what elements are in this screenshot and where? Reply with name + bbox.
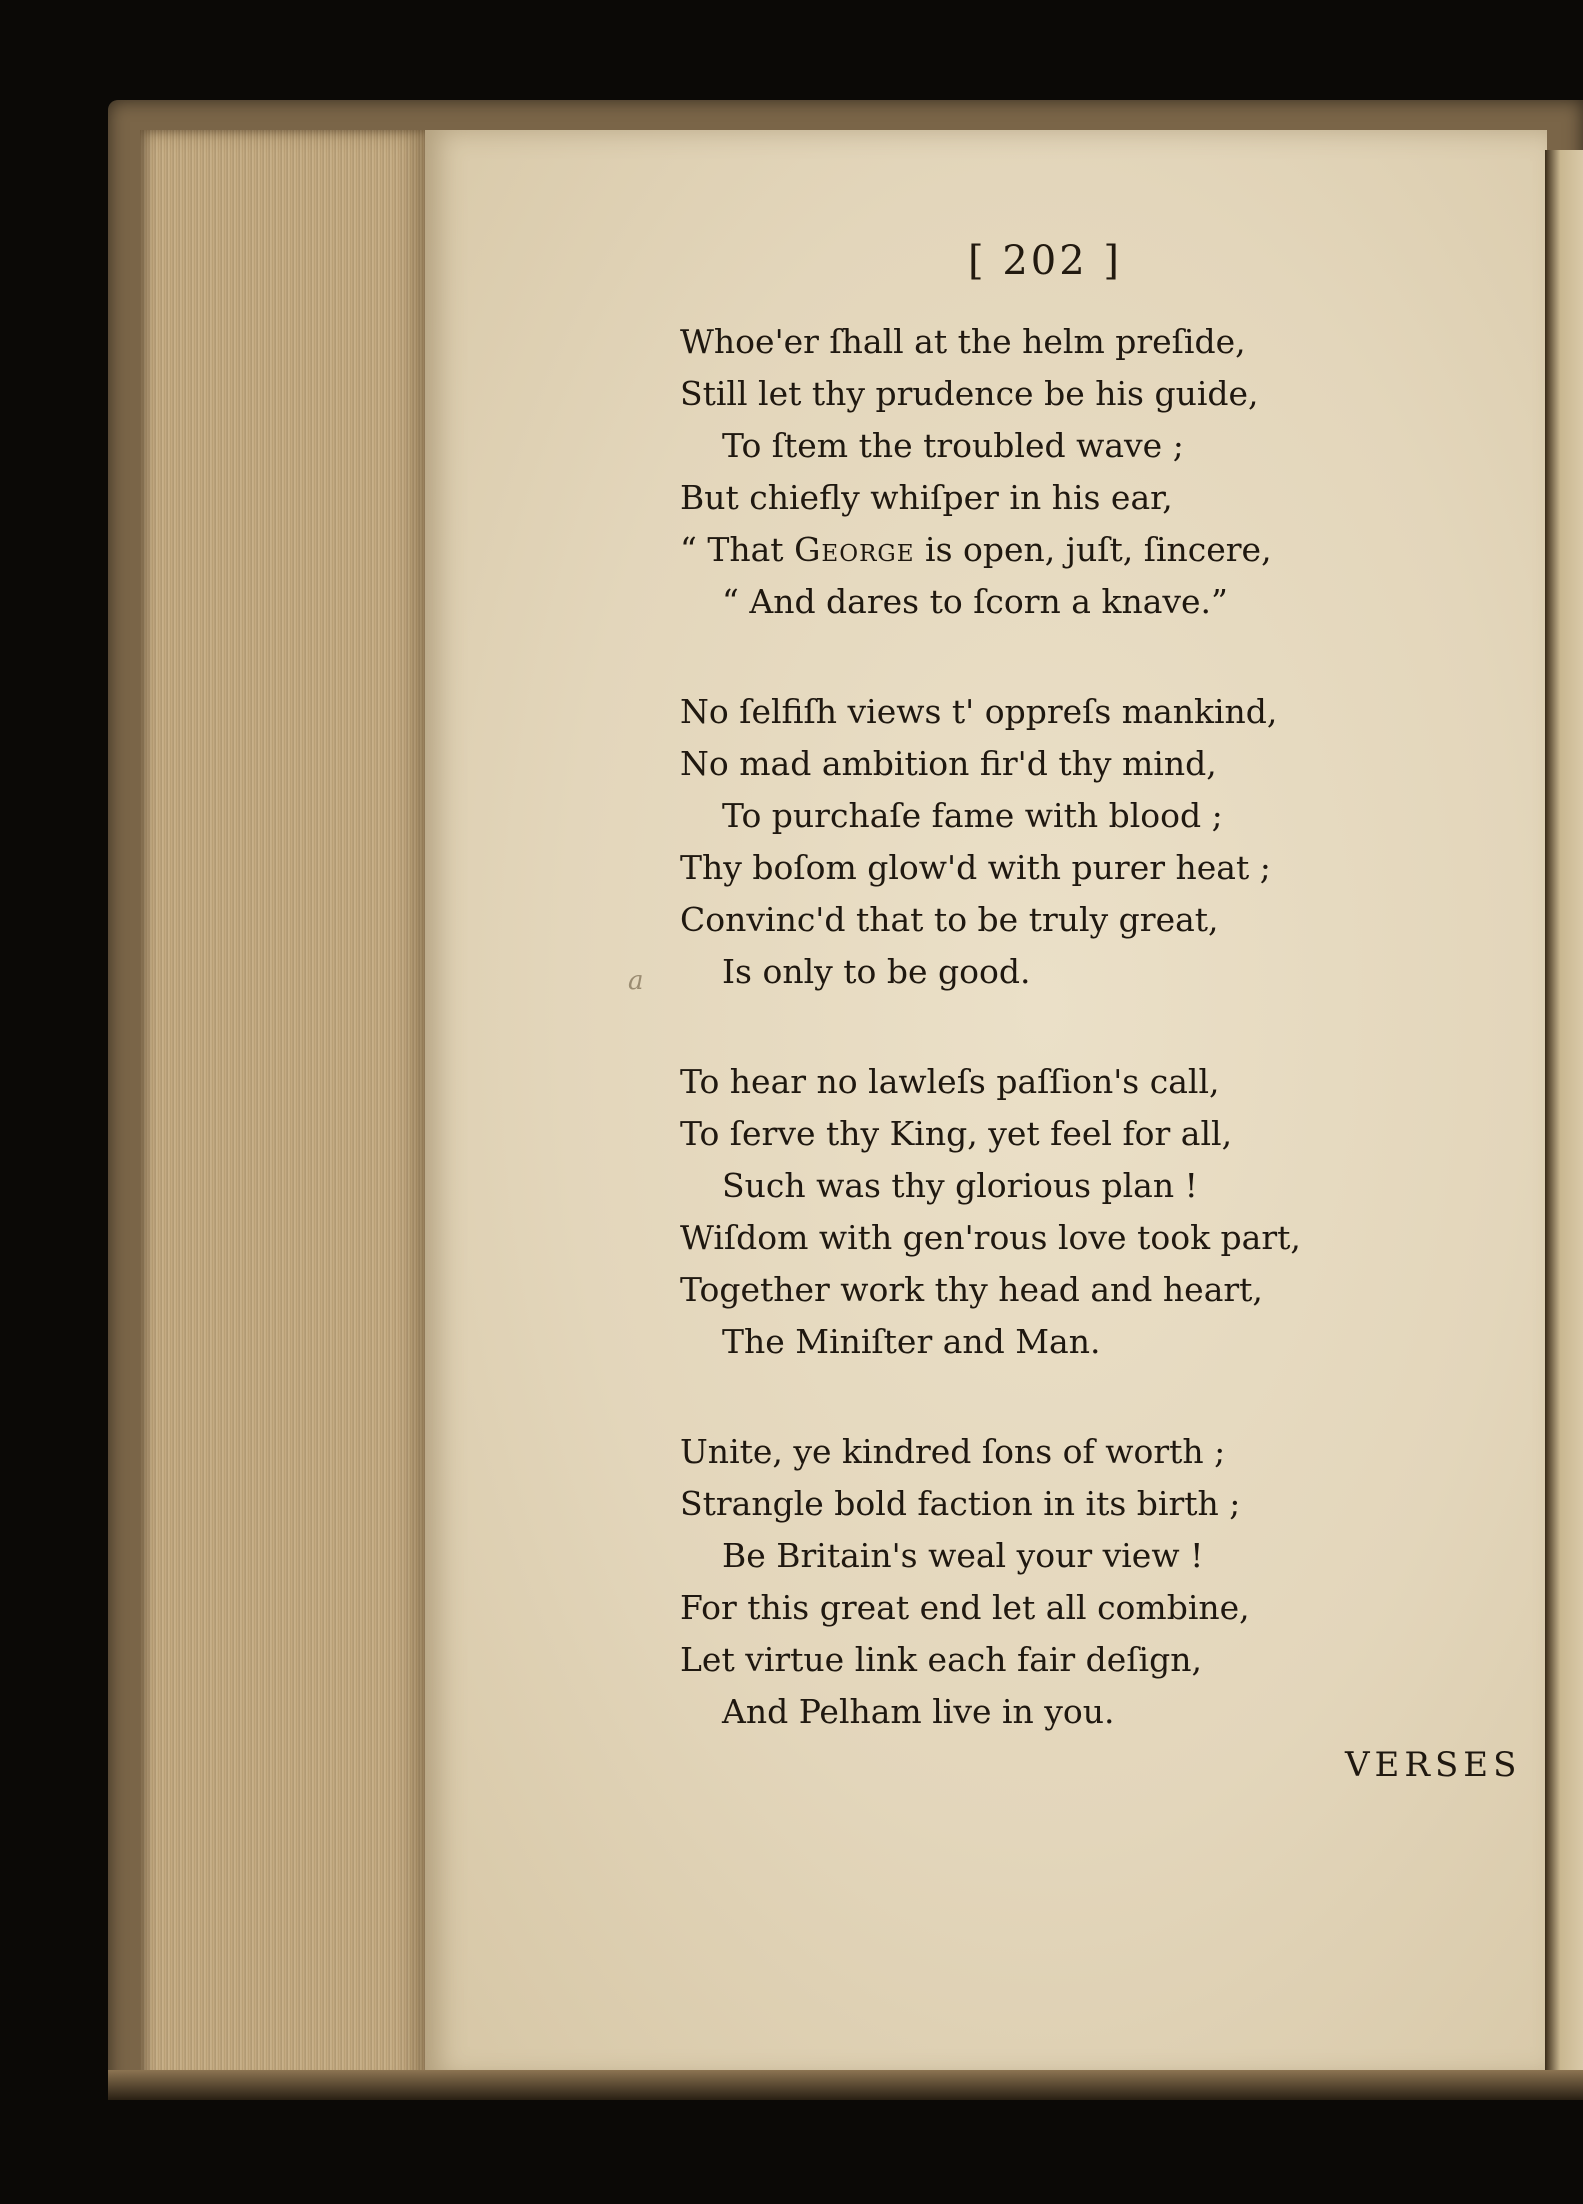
stanza — [680, 316, 1380, 628]
poem-line: To purchaſe fame with blood ; — [722, 796, 1223, 835]
poem-line: No mad ambition fir'd thy mind, — [680, 744, 1217, 783]
poem-line: Together work thy head and heart, — [680, 1270, 1263, 1309]
poem-line — [680, 524, 1380, 576]
poem-line: And Pelham live in you. — [722, 1692, 1115, 1731]
page-number-header: [ 202 ] — [968, 238, 1122, 284]
line-prefix: “ That — [680, 530, 795, 569]
poem-line: Wiſdom with gen'rous love took part, — [680, 1218, 1301, 1257]
poem-line: Convinc'd that to be truly great, — [680, 900, 1219, 939]
margin-annotation: a — [628, 966, 644, 996]
poem-line: To hear no lawleſs paſſion's call, — [680, 1062, 1220, 1101]
poem-line: To ſerve thy King, yet feel for all, — [680, 1114, 1233, 1153]
poem-line: The Miniſter and Man. — [722, 1322, 1101, 1361]
poem-line: Is only to be good. — [722, 952, 1031, 991]
poem-line: But chiefly whiſper in his ear, — [680, 478, 1173, 517]
poem-text — [680, 316, 1380, 1796]
catchword: VERSES — [1345, 1745, 1522, 1785]
stanza — [680, 1056, 1380, 1368]
stanza — [680, 686, 1380, 998]
poem-line: To ſtem the troubled wave ; — [722, 426, 1184, 465]
poem-line: Unite, ye kindred ſons of worth ; — [680, 1432, 1226, 1471]
name-small-caps: George — [794, 530, 915, 569]
stanza — [680, 1426, 1380, 1738]
poem-line: Such was thy glorious plan ! — [722, 1166, 1198, 1205]
poem-line: No ſelfiſh views t' oppreſs mankind, — [680, 692, 1278, 731]
book-bottom-edge — [108, 2070, 1583, 2100]
page-edges — [140, 130, 425, 2090]
facing-page-edge — [1545, 150, 1583, 2070]
poem-line: “ And dares to ſcorn a knave.” — [722, 582, 1228, 621]
poem-line: Be Britain's weal your view ! — [722, 1536, 1204, 1575]
poem-line: Let virtue link each fair deſign, — [680, 1640, 1202, 1679]
poem-line: Thy boſom glow'd with purer heat ; — [680, 848, 1271, 887]
poem-line: For this great end let all combine, — [680, 1588, 1250, 1627]
poem-line: Strangle bold faction in its birth ; — [680, 1484, 1241, 1523]
line-suffix: is open, juſt, ſincere, — [914, 530, 1272, 569]
poem-line: Whoe'er ſhall at the helm preſide, — [680, 322, 1246, 361]
poem-line: Still let thy prudence be his guide, — [680, 374, 1259, 413]
